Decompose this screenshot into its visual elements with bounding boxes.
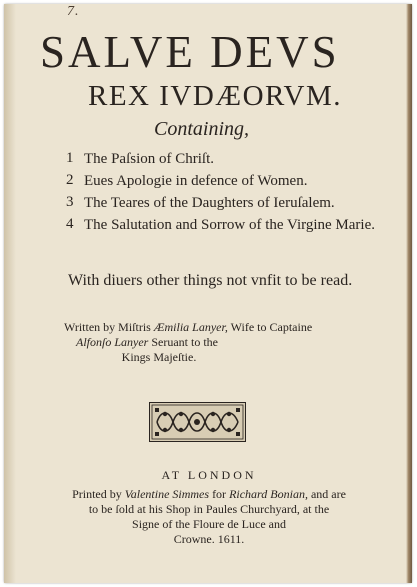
imprint-and-are: and are (310, 487, 346, 501)
byline-husband: Alfonſo Lanyer (76, 335, 149, 349)
imprint (44, 468, 374, 547)
title-sub: REX IVDÆORVM. (88, 80, 343, 112)
list-item-number: 1 (66, 150, 74, 166)
byline-line-3 (64, 350, 254, 365)
containing-label: Containing, (154, 118, 250, 140)
byline-line-1 (64, 320, 344, 335)
imprint-line-1 (44, 487, 374, 502)
title-page (4, 4, 412, 583)
list-item-text: The Paſsion of Chriſt. (84, 151, 214, 167)
list-item (66, 172, 386, 194)
list-item-text: Eues Apologie in defence of Women. (84, 173, 308, 189)
byline-patron: Kings Majeſtie. (121, 350, 197, 364)
imprint-line-3: Signe of the Floure de Luce and (132, 517, 286, 531)
imprint-for: for (212, 487, 227, 501)
title-main: SALVE DEVS (40, 27, 340, 77)
list-item-text: The Teares of the Daughters of Ieruſalem. (84, 195, 335, 211)
imprint-city: AT LONDON (161, 468, 257, 482)
list-item (66, 194, 386, 216)
byline-author: Æmilia Lanyer, (153, 320, 228, 334)
byline-mid: Wife to Captaine (230, 320, 313, 334)
byline-line-2 (64, 335, 344, 350)
list-item (66, 150, 386, 172)
printers-ornament-icon (149, 402, 246, 442)
list-item-number: 3 (66, 194, 74, 210)
list-item (66, 216, 386, 256)
imprint-line-4: Crowne. 1611. (173, 532, 245, 546)
imprint-line-2: to be ſold at his Shop in Paules Churchyard, at the (88, 502, 330, 516)
byline-role: Seruant to the (151, 335, 218, 349)
list-item-text: The Salutation and Sorrow of the Virgine Marie. (84, 217, 375, 233)
imprint-printer: Valentine Simmes (124, 487, 210, 501)
book-page (4, 4, 412, 583)
byline-prefix: Written by Miſtris (64, 320, 151, 334)
list-item-number: 2 (66, 172, 74, 188)
shelfmark: 7. (67, 4, 80, 19)
byline (64, 320, 344, 365)
contents-list (66, 150, 386, 256)
list-item-number: 4 (66, 216, 74, 232)
imprint-publisher: Richard Bonian, (229, 487, 308, 501)
tagline: With diuers other things not vnfit to be read. (68, 272, 353, 289)
imprint-printed-by: Printed by (72, 487, 122, 501)
